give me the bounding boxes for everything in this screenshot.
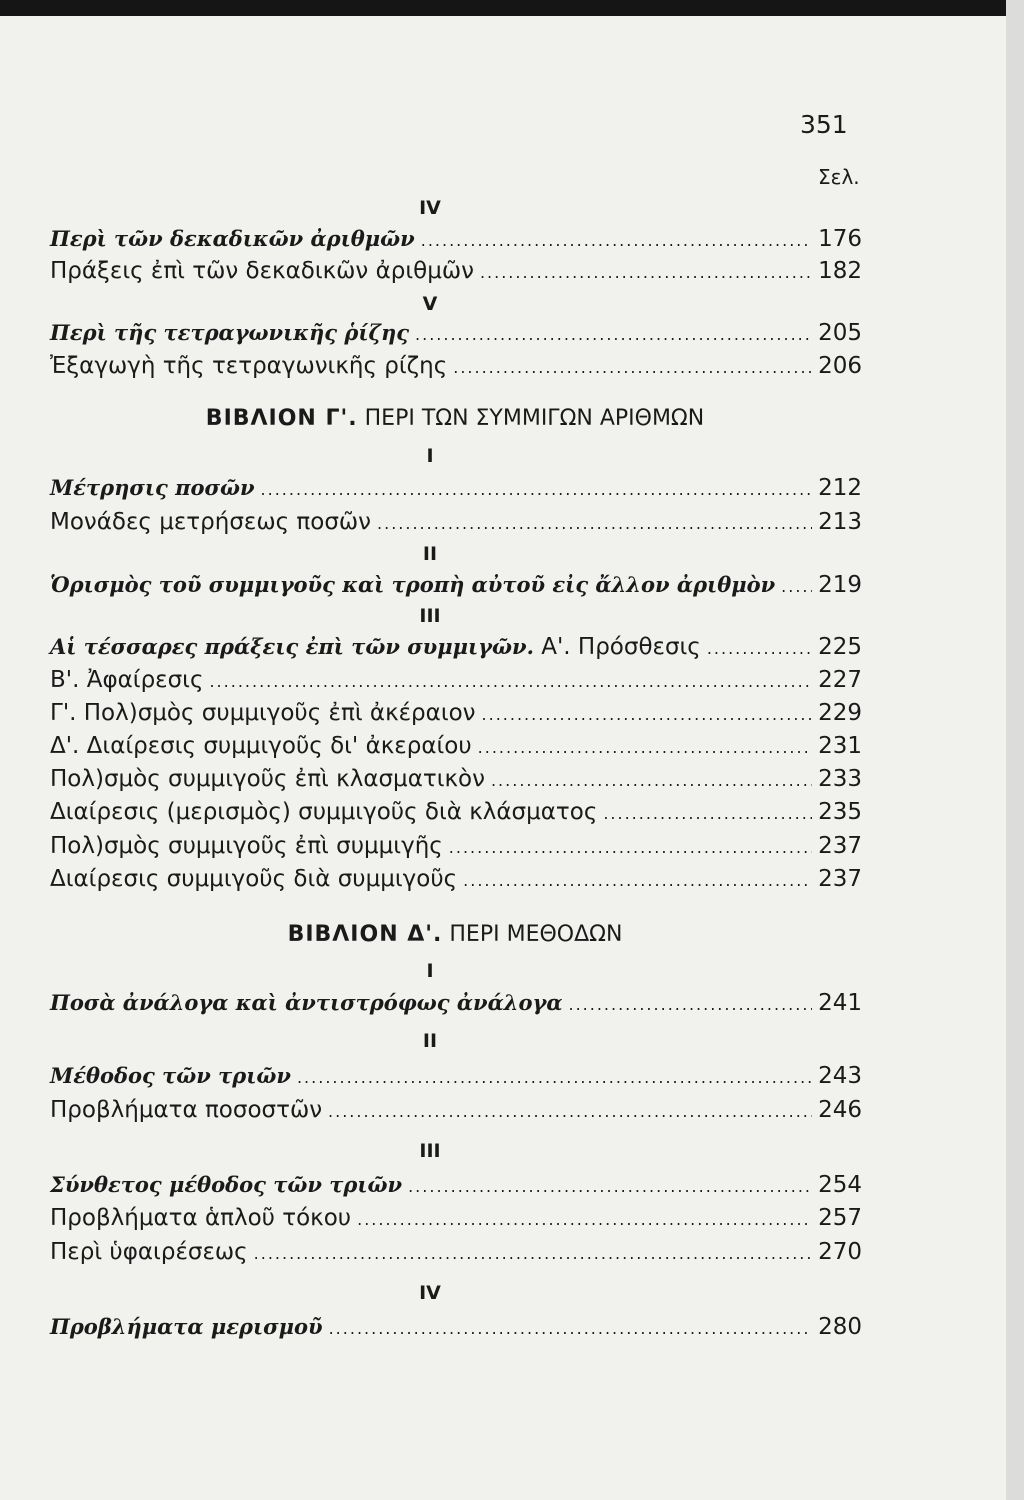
toc-entry[interactable] — [50, 1205, 862, 1231]
entry-page: 235 — [818, 799, 862, 825]
entry-title: Ἐξαγωγὴ τῆς τετραγωνικῆς ρίζης — [50, 353, 448, 379]
dot-leader — [357, 1210, 812, 1229]
entry-page: 254 — [818, 1172, 862, 1198]
entry-page: 206 — [818, 353, 862, 379]
toc-entry[interactable] — [50, 700, 862, 726]
dot-leader — [568, 995, 812, 1014]
entry-page: 237 — [818, 833, 862, 859]
toc-entry[interactable] — [50, 833, 862, 859]
entry-page: 237 — [818, 866, 862, 892]
section-numeral: III — [419, 1140, 441, 1162]
entry-title-italic: Αἱ τέσσαρες πράξεις ἐπὶ τῶν συμμιγῶν. — [50, 634, 534, 659]
book-title: ΠΕΡΙ ΜΕΘΟΔΩΝ — [449, 922, 623, 947]
entry-title: Διαίρεσις συμμιγοῦς διὰ συμμιγοῦς — [50, 866, 458, 892]
entry-page: 225 — [818, 634, 862, 660]
entry-title: Προβλήματα ἁπλοῦ τόκου — [50, 1205, 352, 1231]
entry-title: Μέτρησις ποσῶν — [50, 475, 255, 500]
dot-leader — [415, 325, 812, 344]
section-numeral: IV — [419, 1282, 441, 1304]
entry-title — [50, 634, 701, 660]
entry-page: 257 — [818, 1205, 862, 1231]
dot-leader — [463, 871, 812, 890]
entry-page: 219 — [818, 572, 862, 598]
section-numeral: I — [426, 445, 434, 467]
book-label: ΒΙΒΛΙΟΝ Δ'. — [287, 922, 443, 947]
entry-title: Μέθοδος τῶν τριῶν — [50, 1063, 291, 1088]
toc-entry[interactable] — [50, 1314, 862, 1340]
entry-page: 241 — [818, 990, 862, 1016]
dot-leader — [421, 231, 812, 250]
dot-leader — [491, 771, 812, 790]
entry-page: 176 — [818, 226, 862, 252]
entry-page: 233 — [818, 766, 862, 792]
book-heading — [50, 922, 860, 947]
entry-title: Πολ)σμὸς συμμιγοῦς ἐπὶ συμμιγῆς — [50, 833, 443, 859]
entry-page: 227 — [818, 667, 862, 693]
dot-leader — [408, 1177, 812, 1196]
book-heading — [50, 406, 860, 431]
entry-page: 182 — [818, 258, 862, 284]
entry-title: Γ'. Πολ)σμὸς συμμιγοῦς ἐπὶ ἀκέραιον — [50, 700, 476, 726]
dot-leader — [482, 705, 813, 724]
entry-title: Β'. Ἀφαίρεσις — [50, 667, 204, 693]
toc-entry[interactable] — [50, 475, 862, 501]
dot-leader — [707, 639, 812, 658]
entry-page: 246 — [818, 1097, 862, 1123]
entry-subtitle: Α'. Πρόσθεσις — [541, 634, 701, 660]
entry-title: Ποσὰ ἀνάλογα καὶ ἀντιστρόφως ἀνάλογα — [50, 990, 563, 1015]
toc-entry[interactable] — [50, 509, 862, 535]
entry-title: Πολ)σμὸς συμμιγοῦς ἐπὶ κλασματικὸν — [50, 766, 485, 792]
entry-page: 231 — [818, 733, 862, 759]
section-numeral: II — [422, 543, 438, 565]
dot-leader — [254, 1244, 812, 1263]
section-numeral: IV — [419, 197, 441, 219]
entry-page: 243 — [818, 1063, 862, 1089]
dot-leader — [603, 804, 812, 823]
toc-entry[interactable] — [50, 766, 862, 792]
toc-entry[interactable] — [50, 1097, 862, 1123]
toc-entry[interactable] — [50, 353, 862, 379]
toc-entry[interactable] — [50, 667, 862, 693]
toc-entry[interactable] — [50, 990, 862, 1016]
page-edge — [1006, 0, 1024, 1500]
dot-leader — [328, 1102, 812, 1121]
entry-page: 280 — [818, 1314, 862, 1340]
toc-entry[interactable] — [50, 226, 862, 252]
book-title: ΠΕΡΙ ΤΩΝ ΣΥΜΜΙΓΩΝ ΑΡΙΘΜΩΝ — [364, 406, 705, 431]
entry-title: Πράξεις ἐπὶ τῶν δεκαδικῶν ἀριθμῶν — [50, 258, 474, 284]
section-numeral: V — [422, 293, 438, 315]
dot-leader — [297, 1068, 812, 1087]
dot-leader — [453, 358, 812, 377]
entry-title: Περὶ τῶν δεκαδικῶν ἀριθμῶν — [50, 226, 415, 251]
dot-leader — [377, 514, 812, 533]
toc-entry[interactable] — [50, 634, 862, 660]
toc-entry[interactable] — [50, 572, 862, 598]
toc-entry[interactable] — [50, 1239, 862, 1265]
toc-entry[interactable] — [50, 1063, 862, 1089]
entry-page: 229 — [818, 700, 862, 726]
section-numeral: II — [422, 1030, 438, 1052]
entry-title: Προβλήματα μερισμοῦ — [50, 1314, 323, 1339]
toc-entry[interactable] — [50, 320, 862, 346]
toc-entry[interactable] — [50, 258, 862, 284]
entry-page: 212 — [818, 475, 862, 501]
dot-leader — [781, 577, 812, 596]
book-label: ΒΙΒΛΙΟΝ Γ'. — [205, 406, 358, 431]
toc-entry[interactable] — [50, 866, 862, 892]
dot-leader — [478, 738, 812, 757]
page-column-label: Σελ. — [818, 165, 860, 189]
toc-entry[interactable] — [50, 1172, 862, 1198]
entry-title: Διαίρεσις (μερισμὸς) συμμιγοῦς διὰ κλάσματος — [50, 799, 598, 825]
toc-entry[interactable] — [50, 733, 862, 759]
entry-title: Περὶ τῆς τετραγωνικῆς ῥίζης — [50, 320, 410, 345]
dot-leader — [209, 672, 812, 691]
entry-page: 205 — [818, 320, 862, 346]
section-numeral: I — [426, 960, 434, 982]
page-number: 351 — [800, 110, 848, 139]
entry-page: 270 — [818, 1239, 862, 1265]
dot-leader — [449, 838, 812, 857]
dot-leader — [261, 480, 813, 499]
entry-title: Προβλήματα ποσοστῶν — [50, 1097, 323, 1123]
entry-title: Περὶ ὑφαιρέσεως — [50, 1239, 248, 1265]
entry-page: 213 — [818, 509, 862, 535]
dot-leader — [329, 1319, 813, 1338]
entry-title: Μονάδες μετρήσεως ποσῶν — [50, 509, 372, 535]
entry-title: Δ'. Διαίρεσις συμμιγοῦς δι' ἀκεραίου — [50, 733, 472, 759]
scan-top-border — [0, 0, 1024, 16]
dot-leader — [480, 263, 812, 282]
section-numeral: III — [419, 605, 441, 627]
toc-entry[interactable] — [50, 799, 862, 825]
entry-title: Ὁρισμὸς τοῦ συμμιγοῦς καὶ τροπὴ αὐτοῦ εἰς ἄλλον ἀριθμὸν — [50, 572, 776, 597]
entry-title: Σύνθετος μέθοδος τῶν τριῶν — [50, 1172, 403, 1197]
